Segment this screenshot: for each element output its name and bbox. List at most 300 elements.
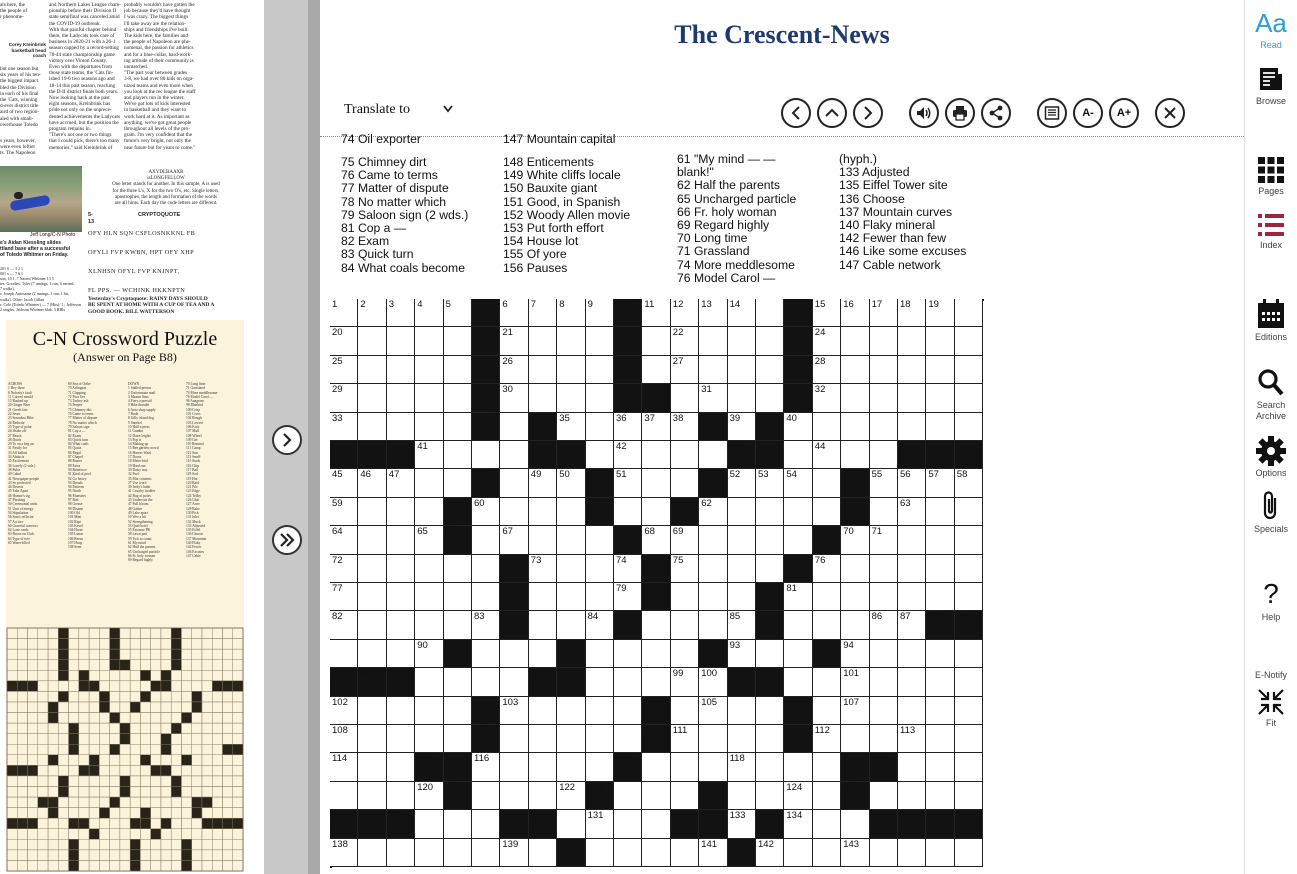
grid-cell[interactable]: [330, 413, 358, 441]
grid-cell[interactable]: [415, 839, 443, 867]
grid-cell[interactable]: [955, 555, 983, 583]
grid-cell[interactable]: [586, 299, 614, 327]
grid-cell[interactable]: [557, 583, 585, 611]
grid-cell[interactable]: [330, 526, 358, 554]
grid-cell[interactable]: [444, 384, 472, 412]
grid-cell[interactable]: [955, 299, 983, 327]
grid-cell[interactable]: [642, 782, 670, 810]
grid-cell[interactable]: [358, 611, 386, 639]
grid-cell[interactable]: [813, 413, 841, 441]
grid-cell[interactable]: [898, 583, 926, 611]
grid-cell[interactable]: [415, 526, 443, 554]
last-page-button[interactable]: [272, 525, 302, 555]
grid-cell[interactable]: [500, 753, 528, 781]
grid-cell[interactable]: [642, 413, 670, 441]
grid-cell[interactable]: [699, 327, 727, 355]
grid-cell[interactable]: [586, 384, 614, 412]
grid-cell[interactable]: [926, 555, 954, 583]
grid-cell[interactable]: [500, 526, 528, 554]
grid-cell[interactable]: [784, 640, 812, 668]
crossword-thumbnail[interactable]: [6, 320, 244, 872]
grid-cell[interactable]: [728, 697, 756, 725]
grid-cell[interactable]: [728, 384, 756, 412]
grid-cell[interactable]: [500, 668, 528, 696]
grid-cell[interactable]: [387, 384, 415, 412]
grid-cell[interactable]: [870, 697, 898, 725]
grid-cell[interactable]: [926, 782, 954, 810]
grid-cell[interactable]: [444, 611, 472, 639]
grid-cell[interactable]: [784, 810, 812, 838]
grid-cell[interactable]: [898, 839, 926, 867]
grid-cell[interactable]: [387, 611, 415, 639]
grid-cell[interactable]: [898, 697, 926, 725]
grid-cell[interactable]: [330, 640, 358, 668]
grid-cell[interactable]: [529, 299, 557, 327]
grid-cell[interactable]: [500, 697, 528, 725]
sports-photo[interactable]: [0, 166, 82, 232]
grid-cell[interactable]: [841, 611, 869, 639]
grid-cell[interactable]: [444, 668, 472, 696]
grid-cell[interactable]: [557, 299, 585, 327]
grid-cell[interactable]: [699, 555, 727, 583]
grid-cell[interactable]: [841, 839, 869, 867]
grid-cell[interactable]: [358, 583, 386, 611]
grid-cell[interactable]: [699, 668, 727, 696]
grid-cell[interactable]: [813, 469, 841, 497]
font-decrease-button[interactable]: [1073, 98, 1103, 128]
grid-cell[interactable]: [898, 611, 926, 639]
grid-cell[interactable]: [500, 299, 528, 327]
grid-cell[interactable]: [671, 413, 699, 441]
grid-cell[interactable]: [415, 725, 443, 753]
grid-cell[interactable]: [500, 782, 528, 810]
grid-cell[interactable]: [728, 299, 756, 327]
grid-cell[interactable]: [671, 725, 699, 753]
grid-cell[interactable]: [472, 782, 500, 810]
search-archive-button[interactable]: [1245, 368, 1297, 422]
grid-cell[interactable]: [756, 753, 784, 781]
grid-cell[interactable]: [870, 299, 898, 327]
grid-cell[interactable]: [642, 640, 670, 668]
browse-button[interactable]: [1245, 66, 1297, 107]
grid-cell[interactable]: [671, 526, 699, 554]
grid-cell[interactable]: [699, 697, 727, 725]
grid-cell[interactable]: [472, 498, 500, 526]
grid-cell[interactable]: [358, 498, 386, 526]
grid-cell[interactable]: [444, 839, 472, 867]
grid-cell[interactable]: [841, 725, 869, 753]
grid-cell[interactable]: [955, 839, 983, 867]
grid-cell[interactable]: [642, 668, 670, 696]
grid-cell[interactable]: [586, 583, 614, 611]
enotify-button[interactable]: [1245, 670, 1297, 681]
grid-cell[interactable]: [728, 469, 756, 497]
grid-cell[interactable]: [784, 469, 812, 497]
grid-cell[interactable]: [557, 413, 585, 441]
grid-cell[interactable]: [529, 640, 557, 668]
grid-cell[interactable]: [784, 839, 812, 867]
grid-cell[interactable]: [756, 384, 784, 412]
grid-cell[interactable]: [330, 384, 358, 412]
grid-cell[interactable]: [500, 498, 528, 526]
grid-cell[interactable]: [529, 583, 557, 611]
grid-cell[interactable]: [529, 725, 557, 753]
grid-cell[interactable]: [557, 782, 585, 810]
grid-cell[interactable]: [841, 356, 869, 384]
grid-cell[interactable]: [671, 299, 699, 327]
grid-cell[interactable]: [500, 356, 528, 384]
grid-cell[interactable]: [529, 526, 557, 554]
grid-cell[interactable]: [671, 640, 699, 668]
grid-cell[interactable]: [756, 469, 784, 497]
scrollbar-track[interactable]: [308, 0, 320, 874]
grid-cell[interactable]: [870, 583, 898, 611]
scroll-up-button[interactable]: [817, 98, 847, 128]
grid-cell[interactable]: [557, 327, 585, 355]
grid-cell[interactable]: [671, 753, 699, 781]
grid-cell[interactable]: [813, 725, 841, 753]
grid-cell[interactable]: [557, 725, 585, 753]
grid-cell[interactable]: [699, 725, 727, 753]
grid-cell[interactable]: [955, 526, 983, 554]
editions-button[interactable]: [1245, 298, 1297, 343]
grid-cell[interactable]: [614, 555, 642, 583]
translate-dropdown[interactable]: [344, 102, 453, 118]
grid-cell[interactable]: [472, 753, 500, 781]
grid-cell[interactable]: [472, 611, 500, 639]
grid-cell[interactable]: [699, 526, 727, 554]
grid-cell[interactable]: [557, 498, 585, 526]
grid-cell[interactable]: [671, 441, 699, 469]
grid-cell[interactable]: [387, 299, 415, 327]
grid-cell[interactable]: [444, 413, 472, 441]
grid-cell[interactable]: [529, 469, 557, 497]
grid-cell[interactable]: [841, 640, 869, 668]
grid-cell[interactable]: [955, 753, 983, 781]
grid-cell[interactable]: [841, 384, 869, 412]
grid-cell[interactable]: [529, 384, 557, 412]
grid-cell[interactable]: [415, 498, 443, 526]
grid-cell[interactable]: [728, 611, 756, 639]
grid-cell[interactable]: [870, 526, 898, 554]
grid-cell[interactable]: [330, 356, 358, 384]
grid-cell[interactable]: [387, 583, 415, 611]
grid-cell[interactable]: [415, 782, 443, 810]
grid-cell[interactable]: [529, 611, 557, 639]
grid-cell[interactable]: [358, 725, 386, 753]
grid-cell[interactable]: [870, 555, 898, 583]
grid-cell[interactable]: [387, 725, 415, 753]
grid-cell[interactable]: [955, 498, 983, 526]
specials-button[interactable]: [1245, 490, 1297, 535]
grid-cell[interactable]: [642, 498, 670, 526]
grid-cell[interactable]: [955, 469, 983, 497]
print-button[interactable]: [945, 98, 975, 128]
grid-cell[interactable]: [870, 668, 898, 696]
grid-cell[interactable]: [415, 384, 443, 412]
grid-cell[interactable]: [330, 299, 358, 327]
grid-cell[interactable]: [586, 839, 614, 867]
grid-cell[interactable]: [926, 697, 954, 725]
grid-cell[interactable]: [500, 413, 528, 441]
grid-cell[interactable]: [330, 327, 358, 355]
grid-cell[interactable]: [671, 356, 699, 384]
grid-cell[interactable]: [841, 697, 869, 725]
grid-cell[interactable]: [870, 469, 898, 497]
grid-cell[interactable]: [500, 469, 528, 497]
grid-cell[interactable]: [529, 327, 557, 355]
grid-cell[interactable]: [387, 498, 415, 526]
grid-cell[interactable]: [557, 469, 585, 497]
grid-cell[interactable]: [870, 640, 898, 668]
grid-cell[interactable]: [500, 640, 528, 668]
grid-cell[interactable]: [472, 526, 500, 554]
next-article-button[interactable]: [853, 98, 883, 128]
grid-cell[interactable]: [586, 725, 614, 753]
grid-cell[interactable]: [756, 697, 784, 725]
close-article-button[interactable]: [1155, 98, 1185, 128]
grid-cell[interactable]: [955, 356, 983, 384]
grid-cell[interactable]: [358, 697, 386, 725]
grid-cell[interactable]: [614, 839, 642, 867]
grid-cell[interactable]: [671, 555, 699, 583]
grid-cell[interactable]: [926, 299, 954, 327]
grid-cell[interactable]: [898, 725, 926, 753]
grid-cell[interactable]: [841, 583, 869, 611]
share-button[interactable]: [981, 98, 1011, 128]
fit-button[interactable]: [1245, 688, 1297, 729]
grid-cell[interactable]: [358, 782, 386, 810]
grid-cell[interactable]: [614, 810, 642, 838]
grid-cell[interactable]: [699, 356, 727, 384]
page-thumbnail[interactable]: [0, 0, 264, 874]
grid-cell[interactable]: [784, 782, 812, 810]
grid-cell[interactable]: [728, 753, 756, 781]
grid-cell[interactable]: [898, 299, 926, 327]
grid-cell[interactable]: [586, 356, 614, 384]
previous-article-button[interactable]: [781, 98, 811, 128]
grid-cell[interactable]: [898, 753, 926, 781]
grid-cell[interactable]: [586, 526, 614, 554]
grid-cell[interactable]: [557, 356, 585, 384]
grid-cell[interactable]: [784, 526, 812, 554]
grid-cell[interactable]: [444, 555, 472, 583]
grid-cell[interactable]: [898, 469, 926, 497]
grid-cell[interactable]: [784, 753, 812, 781]
grid-cell[interactable]: [586, 413, 614, 441]
grid-cell[interactable]: [614, 583, 642, 611]
grid-cell[interactable]: [472, 441, 500, 469]
grid-cell[interactable]: [444, 299, 472, 327]
grid-cell[interactable]: [614, 640, 642, 668]
grid-cell[interactable]: [813, 327, 841, 355]
grid-cell[interactable]: [898, 555, 926, 583]
grid-cell[interactable]: [728, 498, 756, 526]
grid-cell[interactable]: [813, 555, 841, 583]
grid-cell[interactable]: [586, 810, 614, 838]
grid-cell[interactable]: [813, 583, 841, 611]
grid-cell[interactable]: [444, 327, 472, 355]
grid-cell[interactable]: [415, 640, 443, 668]
grid-cell[interactable]: [813, 441, 841, 469]
grid-cell[interactable]: [841, 555, 869, 583]
grid-cell[interactable]: [671, 782, 699, 810]
grid-cell[interactable]: [529, 555, 557, 583]
grid-cell[interactable]: [444, 356, 472, 384]
grid-cell[interactable]: [756, 782, 784, 810]
text-view-button[interactable]: [1037, 98, 1067, 128]
grid-cell[interactable]: [926, 356, 954, 384]
grid-cell[interactable]: [614, 413, 642, 441]
grid-cell[interactable]: [699, 498, 727, 526]
grid-cell[interactable]: [415, 611, 443, 639]
next-page-button[interactable]: [272, 425, 302, 455]
grid-cell[interactable]: [444, 441, 472, 469]
grid-cell[interactable]: [500, 839, 528, 867]
grid-cell[interactable]: [898, 640, 926, 668]
grid-cell[interactable]: [870, 356, 898, 384]
grid-cell[interactable]: [784, 583, 812, 611]
grid-cell[interactable]: [330, 753, 358, 781]
grid-cell[interactable]: [926, 526, 954, 554]
grid-cell[interactable]: [330, 611, 358, 639]
grid-cell[interactable]: [870, 498, 898, 526]
grid-cell[interactable]: [358, 327, 386, 355]
grid-cell[interactable]: [472, 839, 500, 867]
grid-cell[interactable]: [671, 611, 699, 639]
grid-cell[interactable]: [415, 583, 443, 611]
grid-cell[interactable]: [955, 384, 983, 412]
grid-cell[interactable]: [557, 810, 585, 838]
grid-cell[interactable]: [330, 782, 358, 810]
grid-cell[interactable]: [642, 469, 670, 497]
grid-cell[interactable]: [955, 725, 983, 753]
grid-cell[interactable]: [586, 611, 614, 639]
grid-cell[interactable]: [557, 753, 585, 781]
grid-cell[interactable]: [586, 555, 614, 583]
grid-cell[interactable]: [898, 526, 926, 554]
grid-cell[interactable]: [642, 839, 670, 867]
grid-cell[interactable]: [728, 810, 756, 838]
grid-cell[interactable]: [387, 782, 415, 810]
grid-cell[interactable]: [671, 384, 699, 412]
grid-cell[interactable]: [387, 469, 415, 497]
grid-cell[interactable]: [784, 611, 812, 639]
grid-cell[interactable]: [614, 668, 642, 696]
grid-cell[interactable]: [415, 299, 443, 327]
grid-cell[interactable]: [415, 810, 443, 838]
grid-cell[interactable]: [415, 441, 443, 469]
grid-cell[interactable]: [926, 469, 954, 497]
grid-cell[interactable]: [699, 384, 727, 412]
grid-cell[interactable]: [813, 782, 841, 810]
grid-cell[interactable]: [444, 583, 472, 611]
grid-cell[interactable]: [671, 668, 699, 696]
grid-cell[interactable]: [756, 327, 784, 355]
grid-cell[interactable]: [841, 810, 869, 838]
grid-cell[interactable]: [614, 725, 642, 753]
grid-cell[interactable]: [557, 611, 585, 639]
grid-cell[interactable]: [784, 413, 812, 441]
grid-cell[interactable]: [472, 555, 500, 583]
grid-cell[interactable]: [870, 725, 898, 753]
grid-cell[interactable]: [358, 555, 386, 583]
grid-cell[interactable]: [870, 441, 898, 469]
grid-cell[interactable]: [699, 299, 727, 327]
grid-cell[interactable]: [387, 839, 415, 867]
grid-cell[interactable]: [387, 327, 415, 355]
grid-cell[interactable]: [330, 839, 358, 867]
grid-cell[interactable]: [415, 413, 443, 441]
grid-cell[interactable]: [813, 839, 841, 867]
grid-cell[interactable]: [415, 469, 443, 497]
grid-cell[interactable]: [415, 327, 443, 355]
grid-cell[interactable]: [500, 725, 528, 753]
grid-cell[interactable]: [841, 441, 869, 469]
grid-cell[interactable]: [926, 583, 954, 611]
grid-cell[interactable]: [415, 356, 443, 384]
grid-cell[interactable]: [586, 441, 614, 469]
grid-cell[interactable]: [586, 327, 614, 355]
grid-cell[interactable]: [500, 327, 528, 355]
grid-cell[interactable]: [955, 668, 983, 696]
grid-cell[interactable]: [898, 327, 926, 355]
grid-cell[interactable]: [926, 753, 954, 781]
grid-cell[interactable]: [926, 839, 954, 867]
grid-cell[interactable]: [358, 526, 386, 554]
grid-cell[interactable]: [330, 469, 358, 497]
grid-cell[interactable]: [898, 498, 926, 526]
grid-cell[interactable]: [955, 697, 983, 725]
grid-cell[interactable]: [728, 327, 756, 355]
grid-cell[interactable]: [699, 611, 727, 639]
grid-cell[interactable]: [529, 697, 557, 725]
grid-cell[interactable]: [557, 384, 585, 412]
grid-cell[interactable]: [756, 526, 784, 554]
grid-cell[interactable]: [926, 384, 954, 412]
grid-cell[interactable]: [926, 725, 954, 753]
grid-cell[interactable]: [444, 469, 472, 497]
grid-cell[interactable]: [728, 413, 756, 441]
grid-cell[interactable]: [926, 668, 954, 696]
grid-cell[interactable]: [614, 441, 642, 469]
grid-cell[interactable]: [898, 356, 926, 384]
grid-cell[interactable]: [642, 299, 670, 327]
grid-cell[interactable]: [358, 356, 386, 384]
options-button[interactable]: [1245, 436, 1297, 479]
grid-cell[interactable]: [699, 753, 727, 781]
grid-cell[interactable]: [955, 413, 983, 441]
grid-cell[interactable]: [756, 640, 784, 668]
grid-cell[interactable]: [415, 555, 443, 583]
grid-cell[interactable]: [926, 640, 954, 668]
grid-cell[interactable]: [728, 555, 756, 583]
grid-cell[interactable]: [813, 356, 841, 384]
grid-cell[interactable]: [813, 498, 841, 526]
grid-cell[interactable]: [614, 469, 642, 497]
grid-cell[interactable]: [415, 697, 443, 725]
grid-cell[interactable]: [898, 384, 926, 412]
grid-cell[interactable]: [699, 583, 727, 611]
grid-cell[interactable]: [870, 413, 898, 441]
grid-cell[interactable]: [870, 782, 898, 810]
grid-cell[interactable]: [671, 583, 699, 611]
grid-cell[interactable]: [529, 356, 557, 384]
grid-cell[interactable]: [728, 583, 756, 611]
grid-cell[interactable]: [557, 697, 585, 725]
grid-cell[interactable]: [671, 469, 699, 497]
grid-cell[interactable]: [586, 753, 614, 781]
